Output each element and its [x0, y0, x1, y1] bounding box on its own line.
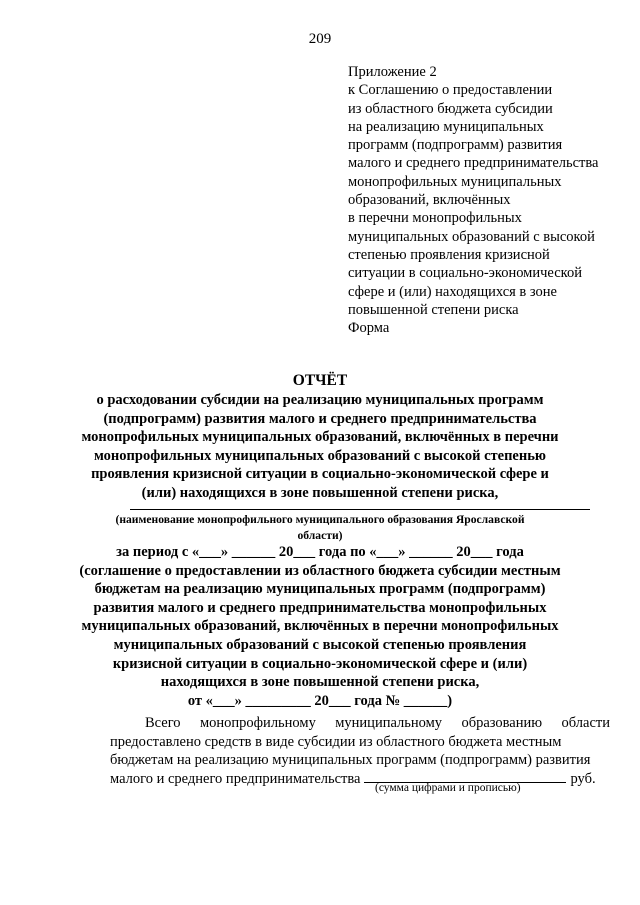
appendix-line: из областного бюджета субсидии — [348, 100, 553, 117]
appendix-line: на реализацию муниципальных — [348, 118, 544, 135]
appendix-line: в перечни монопрофильных — [348, 210, 522, 227]
period-block — [0, 543, 640, 710]
body-word: образованию — [461, 715, 543, 731]
subtitle-line: (или) находящихся в зоне повышенной степени риска, — [141, 484, 499, 501]
period-line: за период с «___» ______ 20___ года по «___» ______ 20___ года — [116, 544, 524, 560]
appendix-block — [348, 63, 628, 319]
appendix-line: программ (подпрограмм) развития — [348, 137, 563, 154]
report-subtitle — [0, 391, 640, 503]
subtitle-line: (подпрограмм) развития малого и среднего предпринимательства — [103, 410, 537, 427]
body-paragraph — [110, 714, 610, 788]
period-line: муниципальных образований, включённых в перечни монопрофильных — [81, 618, 559, 635]
appendix-line: сфере и (или) находящихся в зоне — [348, 283, 557, 300]
currency-label: руб. — [570, 770, 596, 787]
name-hint-line: области) — [297, 529, 343, 542]
form-label: Форма — [348, 320, 390, 336]
subtitle-line: монопрофильных муниципальных образований с высокой степенью — [94, 447, 546, 464]
appendix-line: малого и среднего предпринимательства — [348, 155, 599, 172]
sum-fill-line[interactable] — [364, 770, 566, 783]
period-line: от «___» _________ 20___ года № ______) — [187, 692, 453, 709]
body-line-prefix: малого и среднего предпринимательства — [110, 770, 361, 787]
body-line — [110, 770, 610, 789]
appendix-line: Приложение 2 — [348, 64, 437, 80]
body-line — [110, 714, 610, 733]
appendix-line: образований, включённых — [348, 192, 511, 209]
subtitle-line: о расходовании субсидии на реализацию муниципальных программ — [96, 392, 544, 408]
body-word: Всего — [145, 715, 181, 731]
name-hint-line: (наименование монопрофильного муниципального образования Ярославской — [115, 513, 525, 526]
appendix-line: к Соглашению о предоставлении — [348, 82, 553, 99]
body-word: монопрофильному — [199, 715, 316, 731]
sum-hint: (сумма цифрами и прописью) — [375, 782, 521, 794]
body-line: предоставлено средств в виде субсидии из областного бюджета местным — [110, 733, 562, 750]
page-number: 209 — [308, 31, 332, 47]
period-line: находящихся в зоне повышенной степени риска, — [160, 674, 480, 691]
appendix-line: монопрофильных муниципальных — [348, 173, 562, 190]
period-line: кризисной ситуации в социально-экономической сфере и (или) — [112, 655, 528, 672]
period-line: развития малого и среднего предпринимательства монопрофильных — [93, 599, 547, 616]
subtitle-line: монопрофильных муниципальных образований, включённых в перечни — [81, 429, 559, 446]
body-word: муниципальному — [335, 715, 443, 731]
appendix-line: ситуации в социально-экономической — [348, 265, 582, 282]
period-line: (соглашение о предоставлении из областного бюджета субсидии местным — [79, 562, 561, 579]
municipality-name-fill-line[interactable] — [130, 509, 590, 510]
period-line: бюджетам на реализацию муниципальных программ (подпрограмм) — [94, 581, 546, 598]
period-line: муниципальных образований с высокой степенью проявления — [113, 636, 527, 653]
body-word: области — [561, 715, 610, 731]
appendix-line: муниципальных образований с высокой — [348, 228, 595, 245]
body-line: бюджетам на реализацию муниципальных программ (подпрограмм) развития — [110, 752, 591, 769]
subtitle-line: проявления кризисной ситуации в социально-экономической сфере и — [91, 466, 549, 483]
appendix-line: повышенной степени риска — [348, 301, 519, 318]
municipality-name-hint — [0, 512, 640, 544]
report-title: ОТЧЁТ — [292, 372, 348, 389]
appendix-line: степенью проявления кризисной — [348, 246, 550, 263]
